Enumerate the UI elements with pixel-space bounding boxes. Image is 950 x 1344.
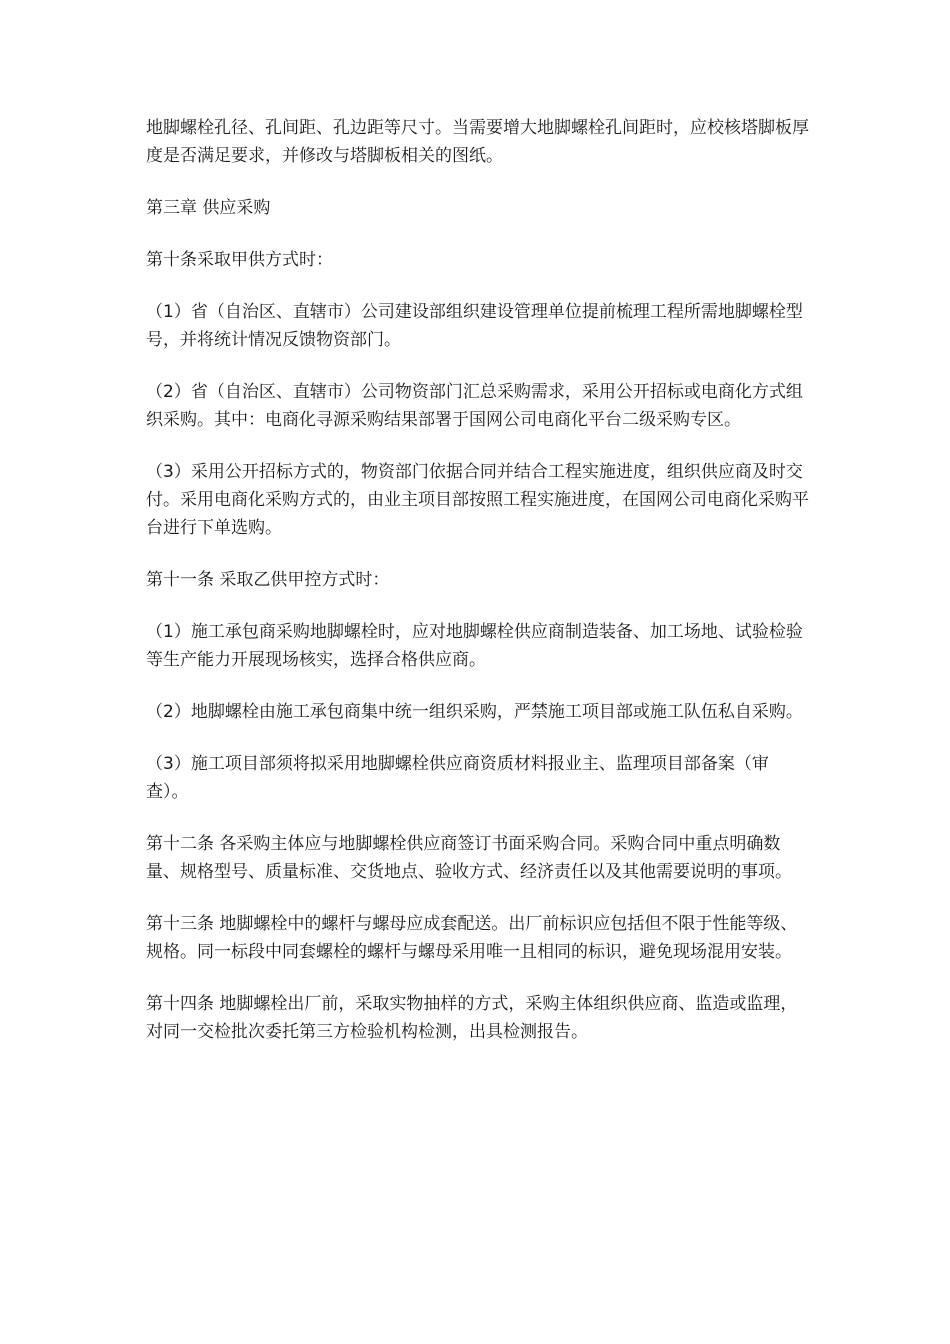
- article-10-heading: 第十条采取甲供方式时：: [146, 250, 333, 270]
- chapter-heading: 第三章 供应采购: [146, 198, 271, 218]
- article-10-item-1: （1）省（自治区、直辖市）公司建设部组织建设管理单位提前梳理工程所需地脚螺栓型号，并将统计情况反馈物资部门。: [146, 302, 803, 350]
- article-10-item-3: （3）采用公开招标方式的，物资部门依据合同并结合工程实施进度，组织供应商及时交付。采用电商化采购方式的，由业主项目部按照工程实施进度，在国网公司电商化采购平台进行下单选购。: [146, 462, 809, 538]
- paragraph-continuation: 地脚螺栓孔径、孔间距、孔边距等尺寸。当需要增大地脚螺栓孔间距时，应校核塔脚板厚度是否满足要求，并修改与塔脚板相关的图纸。: [146, 118, 809, 166]
- article-11-heading: 第十一条 采取乙供甲控方式时：: [146, 570, 390, 590]
- article-12: 第十二条 各采购主体应与地脚螺栓供应商签订书面采购合同。采购合同中重点明确数量、规格型号、质量标准、交货地点、验收方式、经济责任以及其他需要说明的事项。: [146, 834, 792, 882]
- document-body: [146, 114, 810, 1070]
- article-11-item-1: （1）施工承包商采购地脚螺栓时，应对地脚螺栓供应商制造装备、加工场地、试验检验等生产能力开展现场核实，选择合格供应商。: [146, 622, 803, 670]
- article-14: 第十四条 地脚螺栓出厂前，采取实物抽样的方式，采购主体组织供应商、监造或监理，对同一交检批次委托第三方检验机构检测，出具检测报告。: [146, 994, 798, 1042]
- article-11-item-2: （2）地脚螺栓由施工承包商集中统一组织采购，严禁施工项目部或施工队伍私自采购。: [146, 702, 803, 722]
- article-11-item-3: （3）施工项目部须将拟采用地脚螺栓供应商资质材料报业主、监理项目部备案（审查）。: [146, 754, 769, 802]
- article-13: 第十三条 地脚螺栓中的螺杆与螺母应成套配送。出厂前标识应包括但不限于性能等级、规格。同一标段中同套螺栓的螺杆与螺母采用唯一且相同的标识，避免现场混用安装。: [146, 914, 798, 962]
- article-10-item-2: （2）省（自治区、直辖市）公司物资部门汇总采购需求，采用公开招标或电商化方式组织采购。其中：电商化寻源采购结果部署于国网公司电商化平台二级采购专区。: [146, 382, 803, 430]
